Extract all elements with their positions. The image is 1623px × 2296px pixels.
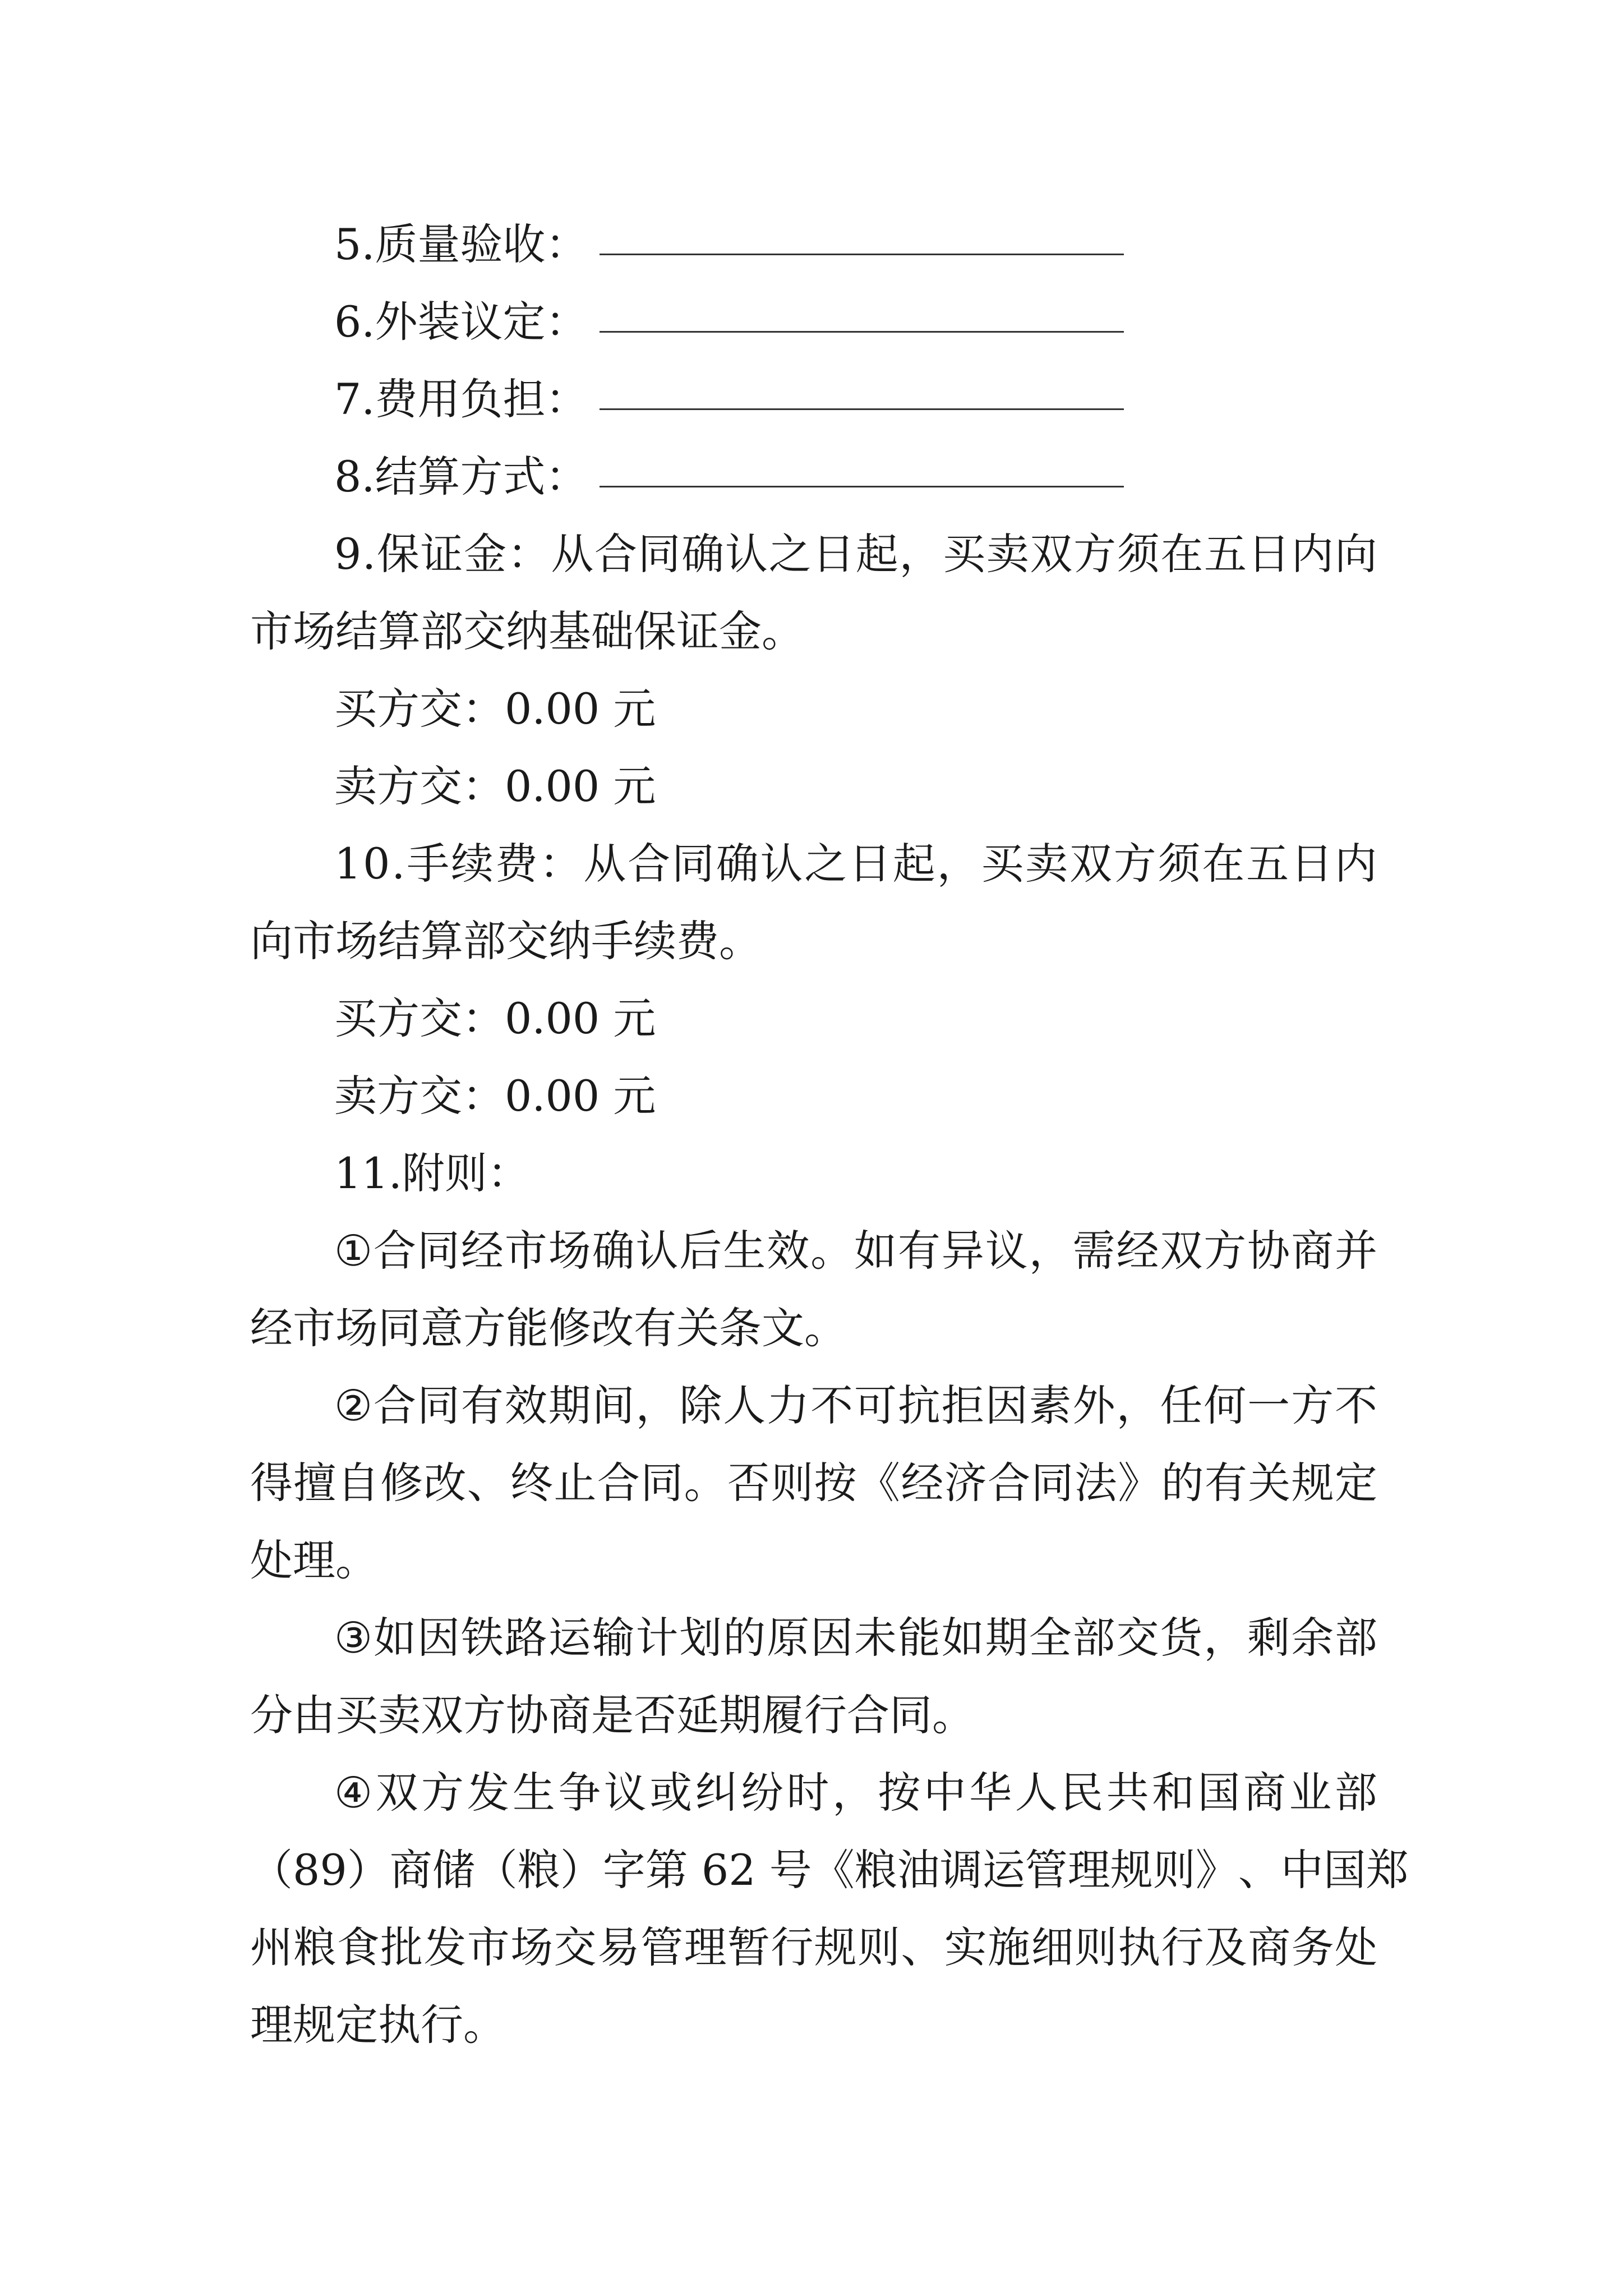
fee-clause-line-2: 向市场结算部交纳手续费。 xyxy=(250,916,762,966)
appendix-item-4-line-3: 州 粮 食 批 发 市 场 交 易 管 理 暂 行 规 则 、 实 施 细 则 执 行 及 商 务 处 xyxy=(250,1922,1377,1972)
deposit-clause-line-1: 9 . 保 证 金 ： 从 合 同 确 认 之 日 起 ， 买 卖 双 方 须 在 五 日 内 向 xyxy=(334,529,1377,579)
appendix-item-2-line-3: 处理。 xyxy=(250,1535,378,1585)
cost-bearing-blank xyxy=(600,371,1124,410)
appendix-item-3-line-1: ③ 如 因 铁 路 运 输 计 划 的 原 因 未 能 如 期 全 部 交 货 ， 剩 余 部 xyxy=(334,1613,1377,1663)
quality-inspection-label: 5.质量验收： xyxy=(334,219,588,269)
appendix-item-1-line-2: 经市场同意方能修改有关条文。 xyxy=(250,1303,847,1353)
appendix-item-2-line-2: 得 擅 自 修 改 、 终 止 合 同 。 否 则 按 《 经 济 合 同 法 》 的 有 关 规 定 xyxy=(250,1458,1377,1508)
cost-bearing-label: 7.费用负担： xyxy=(334,374,588,424)
fee-buyer-line: 买方交：0.00 元 xyxy=(334,993,656,1043)
appendix-item-4-line-1: ④ 双 方 发 生 争 议 或 纠 纷 时 ， 按 中 华 人 民 共 和 国 商 业 部 xyxy=(334,1768,1377,1818)
settlement-method-line xyxy=(334,449,1124,505)
deposit-buyer-line: 买方交：0.00 元 xyxy=(334,684,656,734)
deposit-clause-line-2: 市场结算部交纳基础保证金。 xyxy=(250,606,804,656)
appendix-item-2-line-1: ② 合 同 有 效 期 间 ， 除 人 力 不 可 抗 拒 因 素 外 ， 任 何 一 方 不 xyxy=(334,1381,1377,1430)
quality-inspection-blank xyxy=(600,217,1124,255)
appendix-item-1-line-1: ① 合 同 经 市 场 确 认 后 生 效 。 如 有 异 议 ， 需 经 双 方 协 商 并 xyxy=(334,1226,1377,1276)
fee-clause-line-1: 1 0 . 手 续 费 ： 从 合 同 确 认 之 日 起 ， 买 卖 双 方 须 在 五 日 内 xyxy=(334,839,1377,889)
packaging-label: 6.外装议定： xyxy=(334,297,588,347)
settlement-method-label: 8.结算方式： xyxy=(334,452,588,501)
settlement-method-blank xyxy=(600,449,1124,487)
packaging-line xyxy=(334,294,1124,350)
appendix-heading: 11.附则： xyxy=(334,1148,530,1198)
cost-bearing-line xyxy=(334,371,1124,427)
appendix-item-4-line-2: （ 8 9 ） 商 储 （ 粮 ） 字 第 6 2 号 《 粮 油 调 运 管 理 规 则 》 、 中 国 郑 xyxy=(250,1845,1409,1895)
packaging-blank xyxy=(600,294,1124,333)
fee-seller-line: 卖方交：0.00 元 xyxy=(334,1071,656,1121)
quality-inspection-line xyxy=(334,217,1124,273)
appendix-item-3-line-2: 分由买卖双方协商是否延期履行合同。 xyxy=(250,1690,975,1740)
appendix-item-4-line-4: 理规定执行。 xyxy=(250,2000,506,2050)
deposit-seller-line: 卖方交：0.00 元 xyxy=(334,761,656,811)
